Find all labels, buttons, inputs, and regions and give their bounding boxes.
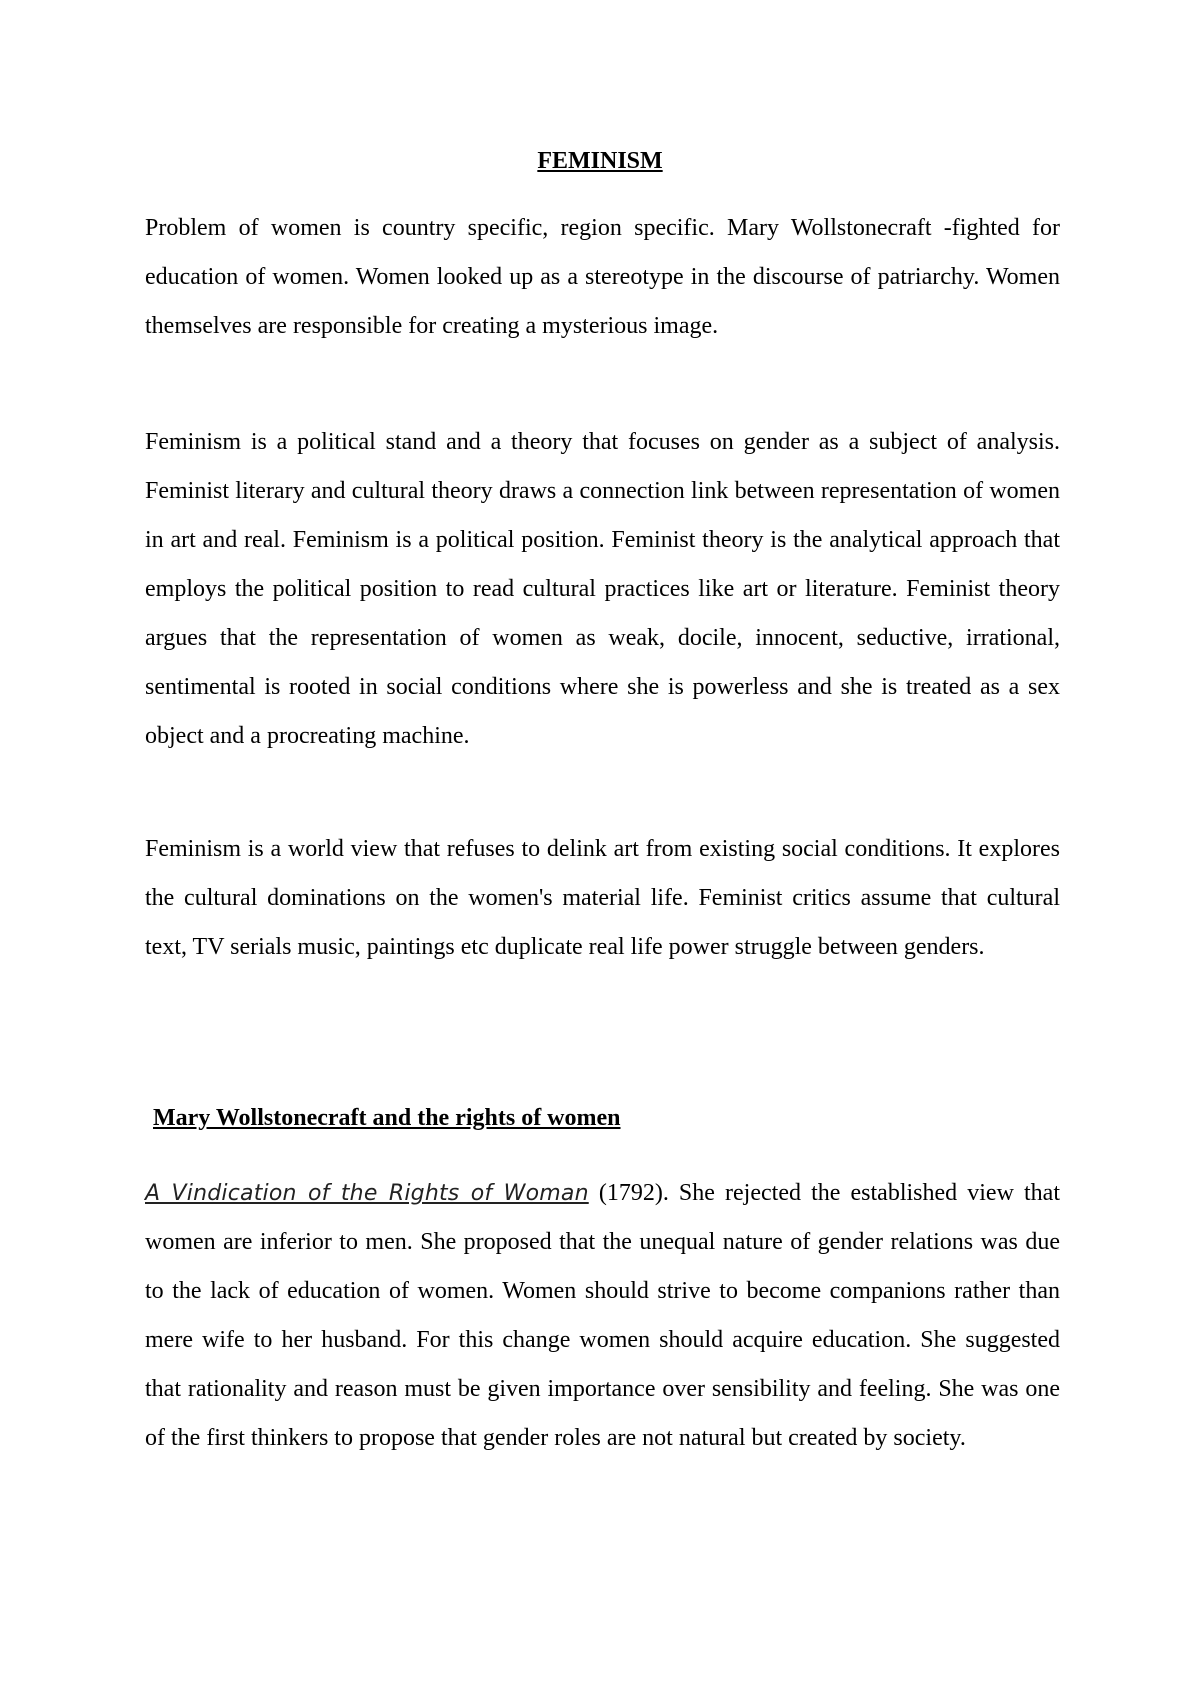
paragraph-feminism-definition: Feminism is a political stand and a theory that focuses on gender as a subject of analysis. Feminist literary and cultural theory draws a connection link between representation of women in art and real. Feminism is a political position. Feminist theory is the analytical approach that employs the political position to read cultural practices like art or literature. Feminist theory argues that the representation of women as weak, docile, innocent, seductive, irrational, sentimental is rooted in social conditions where she is powerless and she is treated as a sex object and a procreating machine. bbox=[145, 429, 1060, 749]
paragraph-world-view: Feminism is a world view that refuses to delink art from existing social conditions. It explores the cultural dominations on the women's material life. Feminist critics assume that cultural text, TV serials music, paintings etc duplicate real life power struggle between genders. bbox=[145, 836, 1060, 960]
section-heading: Mary Wollstonecraft and the rights of women bbox=[153, 1105, 621, 1131]
paragraph-vindication-text: (1792). She rejected the established view that women are inferior to men. She proposed that the unequal nature of gender relations was due to the lack of education of women. Women should strive to become companions rather than mere wife to her husband. For this change women should acquire education. She suggested that rationality and reason must be given importance over sensibility and feeling. She was one of the first thinkers to propose that gender roles are not natural but created by society. bbox=[145, 1180, 1060, 1451]
paragraph-vindication bbox=[145, 1169, 1060, 1463]
book-title-link[interactable]: A Vindication of the Rights of Woman bbox=[145, 1181, 589, 1206]
document-title: FEMINISM bbox=[537, 148, 663, 174]
paragraph-intro: Problem of women is country specific, region specific. Mary Wollstonecraft -fighted for education of women. Women looked up as a stereotype in the discourse of patriarchy. Women themselves are responsible for creating a mysterious image. bbox=[145, 215, 1060, 339]
